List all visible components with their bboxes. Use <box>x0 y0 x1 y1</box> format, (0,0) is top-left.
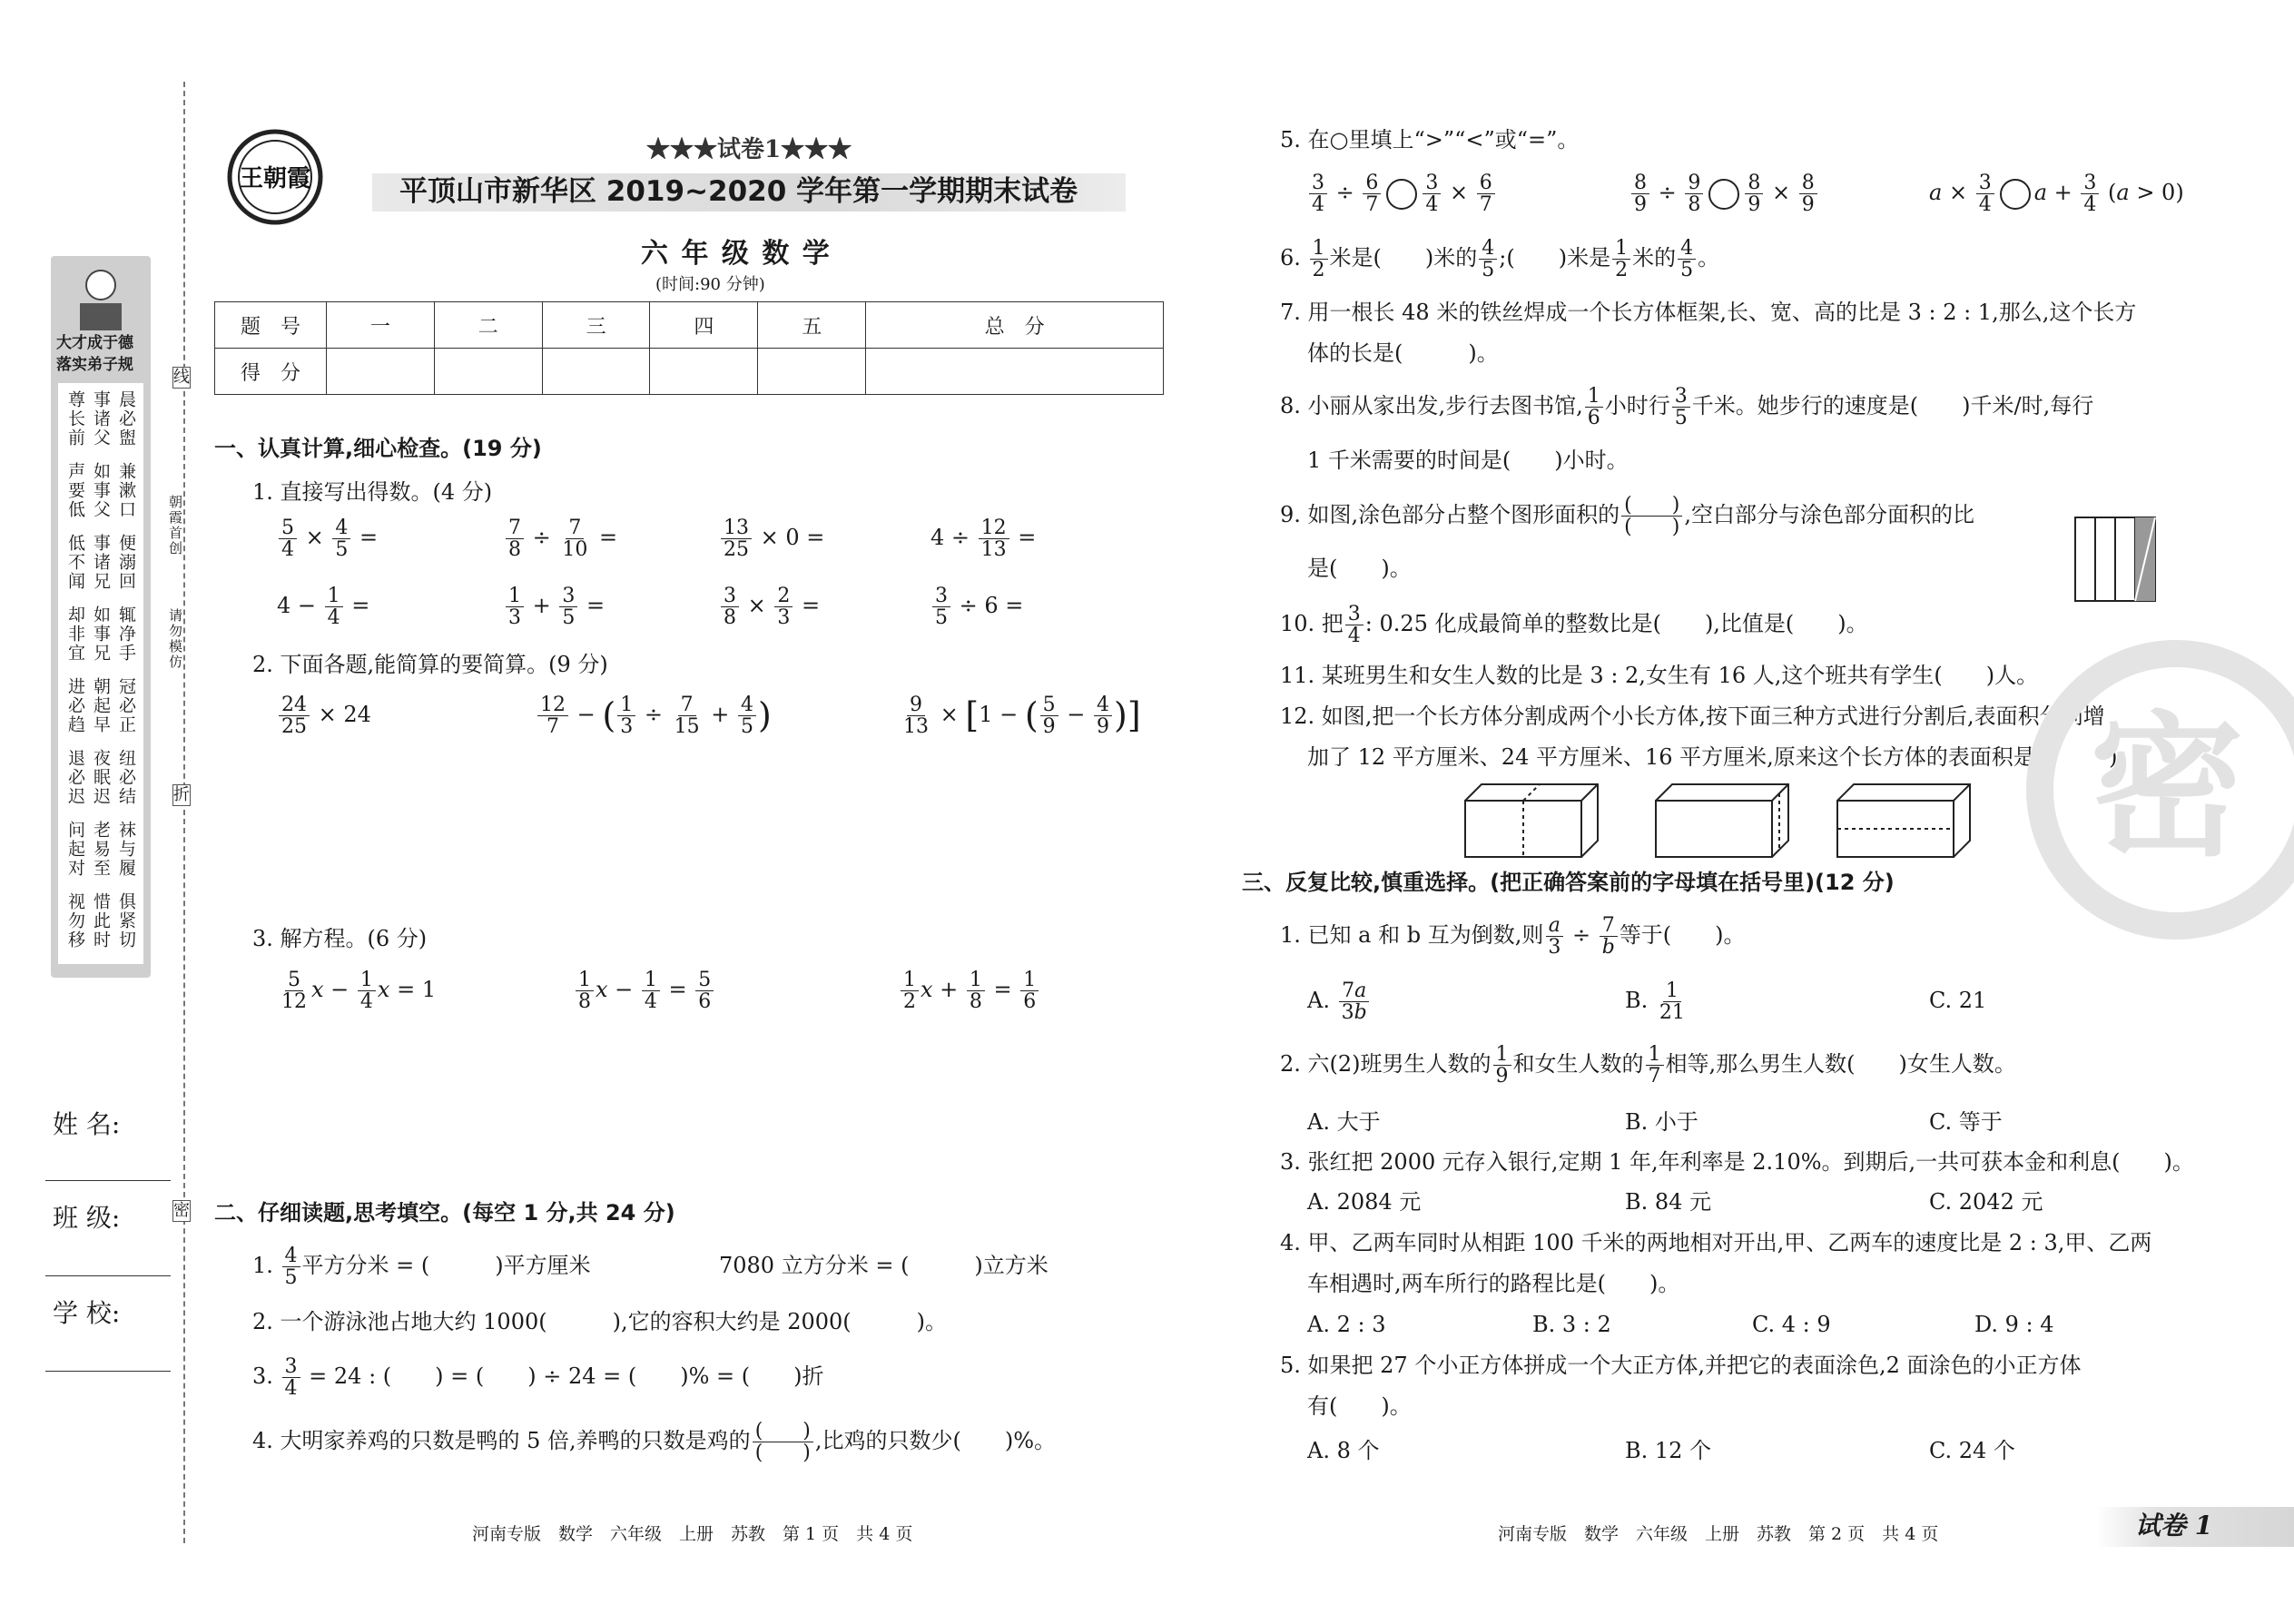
class-line[interactable] <box>45 1275 171 1276</box>
s2-q8: 8. 小丽从家出发,步行去图书馆, $\frac{1}{6}$ 小时行 $\frac{3}{5}$ 千米。她步行的速度是( )千米/时,每行 <box>1280 385 2094 430</box>
score-cell-3[interactable] <box>542 349 650 395</box>
shaded-rect-figure <box>2073 516 2157 603</box>
compare-circle-2[interactable] <box>1708 179 1739 210</box>
s3-q5-optC[interactable]: C. 24 个 <box>1929 1438 2015 1463</box>
simplify-1: $\frac{24}{25}$ × 24 <box>277 694 371 737</box>
score-header-row <box>215 302 1164 349</box>
s2-q8d: 1 千米需要的时间是( )小时。 <box>1307 448 1629 473</box>
exam-title: 平顶山市新华区 2019~2020 学年第一学期期末试卷 <box>399 175 1078 208</box>
s3-q3-optB[interactable]: B. 84 元 <box>1625 1189 1712 1215</box>
sidebar-verse-4: 如事父 <box>91 462 111 519</box>
footer-right: 河南专版 数学 六年级 上册 苏教 第 2 页 共 4 页 <box>1498 1524 1939 1544</box>
s1-q3: 3. 解方程。(6 分) <box>252 926 428 951</box>
sidebar-text <box>58 383 143 964</box>
sidebar-verse-23: 视勿移 <box>65 892 85 950</box>
s3-q5b: 有( )。 <box>1307 1393 1412 1419</box>
calc-1: $\frac{5}{4}$ × $\frac{4}{5}$ = <box>277 517 378 560</box>
equation-2: $\frac{1}{8}$ x − $\frac{1}{4}$ = $\frac{5}{6}$ <box>574 969 715 1012</box>
brand-logo <box>207 113 343 231</box>
sidebar-verse-17: 退必迟 <box>65 749 85 806</box>
name-line[interactable] <box>45 1180 171 1181</box>
score-cell-1[interactable] <box>327 349 435 395</box>
scholar-icon <box>69 263 133 334</box>
score-header-cell-1: 一 <box>327 302 435 349</box>
sidebar-verse-13: 朝起早 <box>91 677 111 734</box>
sidebar-verse-19: 老易至 <box>91 821 111 878</box>
s2-q1b: 7080 立方分米 = ( )立方米 <box>719 1253 1049 1278</box>
s3-q4-optC[interactable]: C. 4 : 9 <box>1752 1312 1831 1337</box>
s3-q2-optA[interactable]: A. 大于 <box>1307 1109 1381 1135</box>
s2-q3: 3. $\frac{3}{4}$ = 24 : ( ) = ( ) ÷ 24 = ( )% = ( )折 <box>252 1355 824 1401</box>
s3-q3: 3. 张红把 2000 元存入银行,定期 1 年,年利率是 2.10%。到期后,一共可获本金和利息( )。 <box>1280 1149 2194 1175</box>
name-label: 姓 名: <box>53 1109 121 1139</box>
s1-q1: 1. 直接写出得数。(4 分) <box>252 479 493 505</box>
s3-q3-optC[interactable]: C. 2042 元 <box>1929 1189 2043 1215</box>
s2-q9c: 是( )。 <box>1307 556 1412 581</box>
s2-q12a: 12. 如图,把一个长方体分割成两个小长方体,按下面三种方式进行分割后,表面积分别增 <box>1280 704 2105 729</box>
calc-8: $\frac{3}{5}$ ÷ 6 = <box>930 586 1023 628</box>
simplify-3: $\frac{9}{13}$ × [1 − ( $\frac{5}{9}$ − $\frac{4}{9}$ )] <box>903 694 1141 739</box>
s3-q4-optA[interactable]: A. 2 : 3 <box>1307 1312 1386 1337</box>
sidebar-verse-7: 事诸兄 <box>91 534 111 591</box>
s3-q2: 2. 六(2)班男生人数的 $\frac{1}{9}$ 和女生人数的 $\frac{1}{7}$ 相等,那么男生人数( )女生人数。 <box>1280 1043 2016 1088</box>
section2-title: 二、仔细读题,思考填空。(每空 1 分,共 24 分) <box>214 1200 675 1225</box>
s3-q1-optB[interactable]: B. $\frac{1}{21}$ <box>1625 979 1685 1025</box>
score-header-cell-0: 题 号 <box>215 302 327 349</box>
sidebar-verse-18: 袜与履 <box>116 821 136 878</box>
section3-title: 三、反复比较,慎重选择。(把正确答案前的字母填在括号里)(12 分) <box>1242 870 1895 895</box>
s3-q5a: 5. 如果把 27 个小正方体拼成一个大正方体,并把它的表面涂色,2 面涂色的小正方体 <box>1280 1353 2082 1378</box>
footer-tag: 试卷 1 <box>2135 1511 2213 1540</box>
sidebar-verse-2: 尊长前 <box>65 390 85 448</box>
s3-q2-optC[interactable]: C. 等于 <box>1929 1109 2003 1135</box>
score-header-cell-4: 四 <box>650 302 758 349</box>
s3-q1: 1. 已知 a 和 b 互为倒数,则 $\frac{a}{3}$ ÷ $\frac{7}{b}$ 等于( )。 <box>1280 914 1746 960</box>
slogan-2: 落实弟子规 <box>56 356 133 374</box>
score-header-cell-3: 三 <box>542 302 650 349</box>
s2-q4: 4. 大明家养鸡的只数是鸭的 5 倍,养鸭的只数是鸡的 $\frac{( )}{( )}$ ,比鸡的只数少( )%。 <box>252 1420 1057 1465</box>
score-cell-4[interactable] <box>650 349 758 395</box>
s2-q11: 11. 某班男生和女生人数的比是 3 : 2,女生有 16 人,这个班共有学生( )人。 <box>1280 663 2039 688</box>
simplify-2: $\frac{12}{7}$ − ( $\frac{1}{3}$ ÷ $\frac{7}{15}$ + $\frac{4}{5}$ ) <box>536 694 772 737</box>
paper-tag: ★★★试卷1★★★ <box>646 136 852 163</box>
subject-title: 六 年 级 数 学 <box>641 238 832 270</box>
sidebar-verse-8: 低不闻 <box>65 534 85 591</box>
equation-3: $\frac{1}{2}$ x + $\frac{1}{8}$ = $\frac{1}{6}$ <box>899 969 1040 1012</box>
s3-q4b: 车相遇时,两车所行的路程比是( )。 <box>1307 1271 1680 1296</box>
sidebar-verse-9: 辄净手 <box>116 605 136 663</box>
calc-6: $\frac{1}{3}$ + $\frac{3}{5}$ = <box>504 586 605 628</box>
s2-q10: 10. 把 $\frac{3}{4}$ : 0.25 化成最简单的整数比是( ),比值是( )。 <box>1280 603 1868 648</box>
score-table <box>214 301 1164 395</box>
calc-2: $\frac{7}{8}$ ÷ $\frac{7}{10}$ = <box>504 517 617 560</box>
s3-q4-optB[interactable]: B. 3 : 2 <box>1532 1312 1611 1337</box>
cut-mark-3: 密 <box>173 1201 190 1220</box>
sidebar-verse-14: 进必趋 <box>65 677 85 734</box>
cuboid-figures <box>1462 779 1988 861</box>
score-cell-5[interactable] <box>758 349 866 395</box>
sidebar-verse-6: 便溺回 <box>116 534 136 591</box>
compare-2: $\frac{8}{9}$ ÷ $\frac{9}{8}$ $\frac{8}{9}$ × $\frac{8}{9}$ <box>1629 172 1819 215</box>
section1-title: 一、认真计算,细心检查。(19 分) <box>214 436 542 461</box>
calc-4: 4 ÷ $\frac{12}{13}$ = <box>930 517 1037 562</box>
compare-circle-1[interactable] <box>1386 179 1417 210</box>
school-label: 学 校: <box>53 1298 121 1328</box>
sidebar-verse-5: 声要低 <box>65 462 85 519</box>
s3-q5-optB[interactable]: B. 12 个 <box>1625 1438 1712 1463</box>
footer-left: 河南专版 数学 六年级 上册 苏教 第 1 页 共 4 页 <box>472 1524 913 1544</box>
slogan-1: 大才成于德 <box>56 334 133 352</box>
exam-time: (时间:90 分钟) <box>655 275 765 294</box>
sidebar-verse-12: 冠必正 <box>116 677 136 734</box>
s3-q4-optD[interactable]: D. 9 : 4 <box>1974 1312 2054 1337</box>
score-header-cell-2: 二 <box>434 302 542 349</box>
sidebar-verse-0: 晨必盥 <box>116 390 136 448</box>
s3-q1-optA[interactable]: A. $\frac{7a}{3b}$ <box>1307 980 1372 1023</box>
sidebar-verse-10: 如事兄 <box>91 605 111 663</box>
s2-q6: 6. $\frac{1}{2}$ 米是( )米的 $\frac{4}{5}$ ;( )米是 $\frac{1}{2}$ 米的 $\frac{4}{5}$ 。 <box>1280 237 1720 282</box>
calc-7: $\frac{3}{8}$ × $\frac{2}{3}$ = <box>719 586 820 628</box>
s3-q4a: 4. 甲、乙两车同时从相距 100 千米的两地相对开出,甲、乙两车的速度比是 2 : 3,甲、乙两 <box>1280 1230 2152 1255</box>
calc-3: $\frac{13}{25}$ × 0 = <box>719 517 824 560</box>
s1-q2: 2. 下面各题,能简算的要简算。(9 分) <box>252 652 608 677</box>
sidebar-verse-16: 夜眠迟 <box>91 749 111 806</box>
s2-q12b: 加了 12 平方厘米、24 平方厘米、16 平方厘米,原来这个长方体的表面积是( )。 <box>1307 744 2140 770</box>
sidebar-verse-3: 兼漱口 <box>116 462 136 519</box>
cut-mark-2: 折 <box>173 785 190 804</box>
score-cell-6[interactable] <box>866 349 1164 395</box>
compare-1: $\frac{3}{4}$ ÷ $\frac{6}{7}$ $\frac{3}{4}$ × $\frac{6}{7}$ <box>1307 172 1497 215</box>
sidebar-verse-11: 却非宜 <box>65 605 85 663</box>
sidebar-verse-21: 俱紧切 <box>116 892 136 950</box>
cut-mark-1: 线 <box>173 368 190 387</box>
compare-circle-3[interactable] <box>2000 179 2031 210</box>
s3-q1-optC[interactable]: C. 21 <box>1929 988 1987 1013</box>
sidebar-verse-20: 问起对 <box>65 821 85 878</box>
s2-q7b: 体的长是( )。 <box>1307 340 1499 366</box>
s3-q2-optB[interactable]: B. 小于 <box>1625 1109 1698 1135</box>
score-cell-0: 得 分 <box>215 349 327 395</box>
sidebar-verse-22: 惜此时 <box>91 892 111 950</box>
confidential-seal: 密 <box>2026 640 2294 940</box>
score-cell-2[interactable] <box>434 349 542 395</box>
class-label: 班 级: <box>53 1203 121 1233</box>
s2-q9: 9. 如图,涂色部分占整个图形面积的 $\frac{( )}{( )}$ ,空白部分与涂色部分面积的比 <box>1280 494 1974 539</box>
s2-q1: 1. $\frac{4}{5}$ 平方分米 = ( )平方厘米 <box>252 1245 591 1290</box>
sidebar-verse-1: 事诸父 <box>91 390 111 448</box>
s2-q5: 5. 在○里填上“>”“<”或“=”。 <box>1280 127 1580 153</box>
notice-1: 朝霞首创 <box>167 495 183 556</box>
s2-q7a: 7. 用一根长 48 米的铁丝焊成一个长方体框架,长、宽、高的比是 3 : 2 : 1,那么,这个长方 <box>1280 300 2137 325</box>
cut-line <box>183 82 185 1543</box>
score-header-cell-5: 五 <box>758 302 866 349</box>
notice-2: 请勿模仿 <box>167 608 183 670</box>
s3-q5-optA[interactable]: A. 8 个 <box>1307 1438 1380 1463</box>
score-header-cell-6: 总 分 <box>866 302 1164 349</box>
s3-q3-optA[interactable]: A. 2084 元 <box>1307 1189 1422 1215</box>
sidebar-verse-15: 纽必结 <box>116 749 136 806</box>
score-row <box>215 349 1164 395</box>
s2-q2: 2. 一个游泳池占地大约 1000( ),它的容积大约是 2000( )。 <box>252 1309 948 1334</box>
sidebar-panel <box>51 256 151 978</box>
school-line[interactable] <box>45 1371 171 1372</box>
calc-5: 4 − $\frac{1}{4}$ = <box>277 585 370 630</box>
equation-1: $\frac{5}{12}$ x − $\frac{1}{4}$ x = 1 <box>281 969 437 1014</box>
compare-3: a × $\frac{3}{4}$ a + $\frac{3}{4}$ (a > 0) <box>1929 172 2184 217</box>
svg-text:王朝霞: 王朝霞 <box>239 165 311 192</box>
